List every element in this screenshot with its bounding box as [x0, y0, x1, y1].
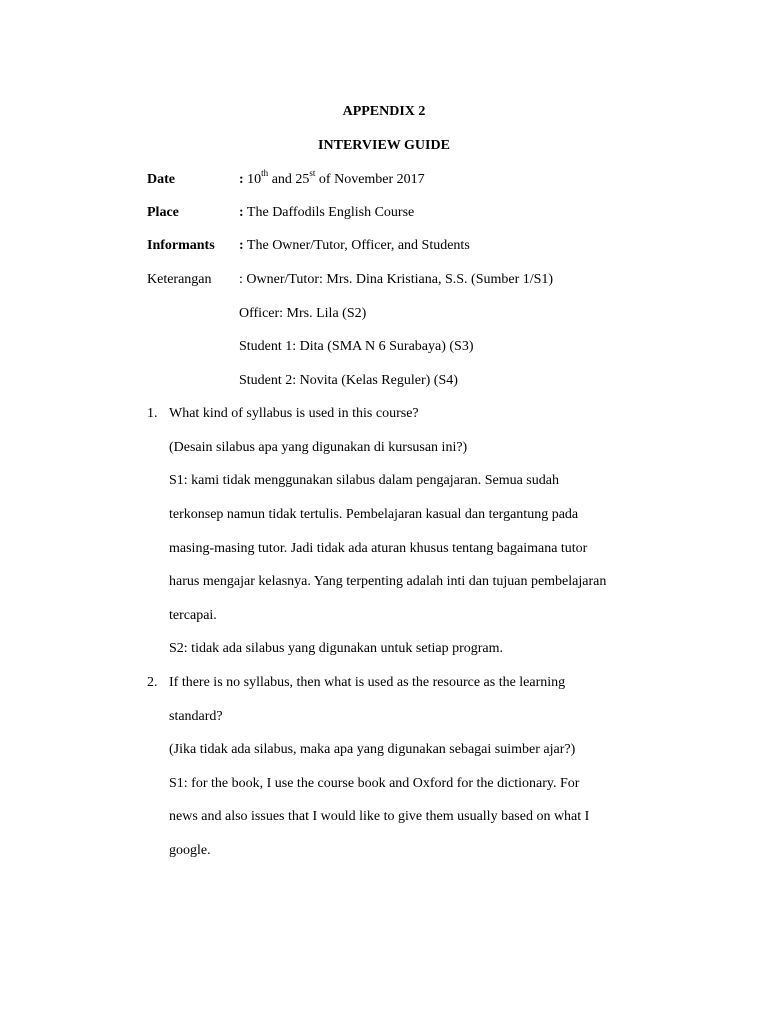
- keterangan-line: : Owner/Tutor: Mrs. Dina Kristiana, S.S. (Sumber 1/S1): [239, 272, 554, 287]
- date-colon: :: [239, 172, 244, 187]
- keterangan-line: Student 2: Novita (Kelas Reguler) (S4): [239, 373, 458, 388]
- answer-line: S1: for the book, I use the course book and Oxford for the dictionary. For: [169, 776, 580, 791]
- question-translation: (Jika tidak ada silabus, maka apa yang digunakan sebagai suimber ajar?): [169, 742, 576, 757]
- question-number: 2.: [147, 675, 158, 690]
- answer-line: tercapai.: [169, 608, 217, 623]
- place-value-row: [239, 204, 414, 222]
- keterangan-label: Keterangan: [147, 272, 212, 287]
- date-and: and 25: [271, 172, 310, 187]
- question-translation: (Desain silabus apa yang digunakan di kursusan ini?): [169, 440, 468, 455]
- answer-line: google.: [169, 843, 211, 858]
- date-label: Date: [147, 172, 175, 187]
- question-number: 1.: [147, 406, 158, 421]
- informants-value-row: [239, 237, 470, 255]
- answer-line: S1: kami tidak menggunakan silabus dalam pengajaran. Semua sudah: [169, 473, 559, 488]
- keterangan-line: Officer: Mrs. Lila (S2): [239, 306, 367, 321]
- keterangan-line: Student 1: Dita (SMA N 6 Surabaya) (S3): [239, 339, 474, 354]
- place-value: The Daffodils English Course: [246, 205, 415, 220]
- date-sup2: st: [309, 168, 316, 179]
- question-text: What kind of syllabus is used in this course?: [169, 406, 419, 421]
- date-sup1: th: [261, 168, 269, 179]
- interview-guide-title: INTERVIEW GUIDE: [318, 138, 450, 153]
- place-label: Place: [147, 205, 179, 220]
- date-day1: 10: [247, 172, 262, 187]
- question-text: If there is no syllabus, then what is used as the resource as the learning: [169, 675, 566, 690]
- date-rest: of November 2017: [318, 172, 425, 187]
- answer-line: masing-masing tutor. Jadi tidak ada aturan khusus tentang bagaimana tutor: [169, 541, 588, 556]
- place-colon: :: [239, 205, 244, 220]
- answer-line: terkonsep namun tidak tertulis. Pembelajaran kasual dan tergantung pada: [169, 507, 579, 522]
- appendix-title: APPENDIX 2: [342, 104, 426, 119]
- informants-label: Informants: [147, 238, 215, 253]
- date-value: [239, 168, 425, 189]
- question-text: standard?: [169, 709, 223, 724]
- answer-line: S2: tidak ada silabus yang digunakan untuk setiap program.: [169, 641, 503, 656]
- answer-line: news and also issues that I would like to give them usually based on what I: [169, 809, 590, 824]
- informants-colon: :: [239, 238, 244, 253]
- informants-value: The Owner/Tutor, Officer, and Students: [246, 238, 470, 253]
- answer-line: harus mengajar kelasnya. Yang terpenting adalah inti dan tujuan pembelajaran: [169, 574, 607, 589]
